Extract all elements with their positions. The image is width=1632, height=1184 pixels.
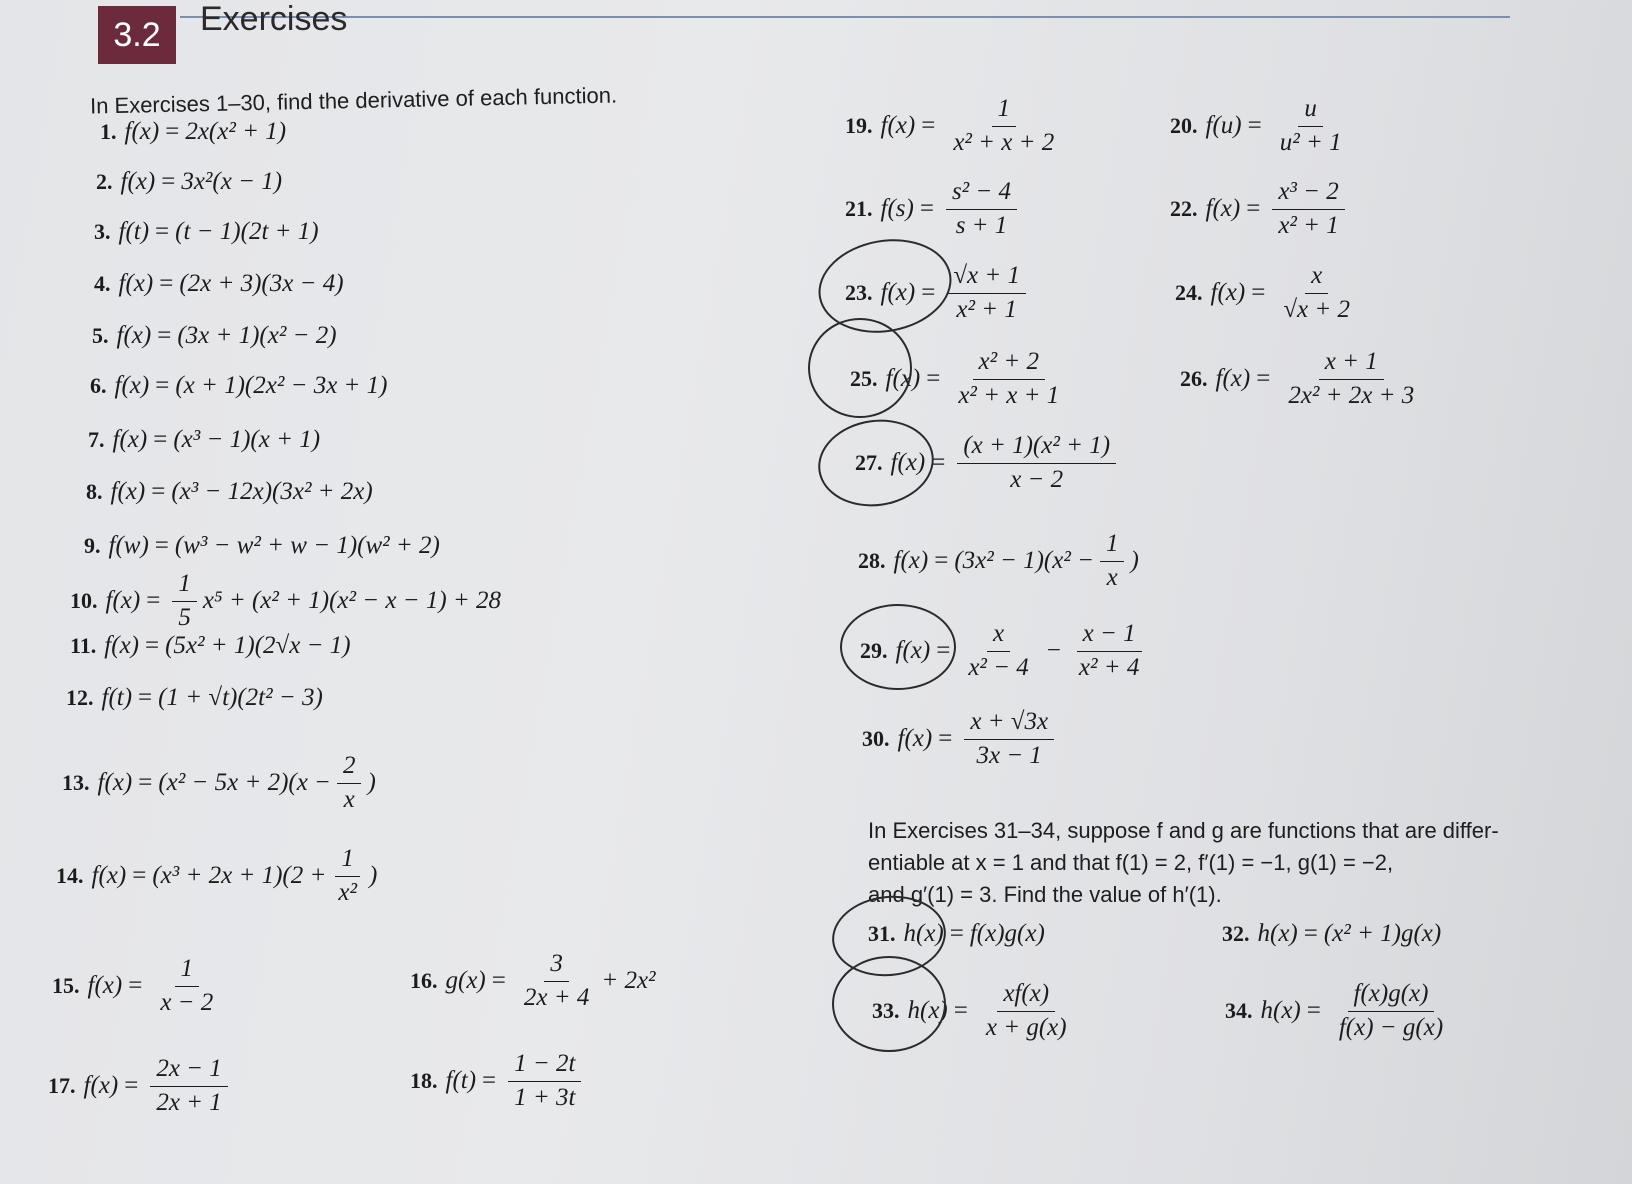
denominator: f(x) − g(x) bbox=[1338, 1013, 1444, 1041]
exercise-number: 22. bbox=[1170, 196, 1198, 222]
exercise-28: 28. f(x) = (3x² − 1)(x² − $\frac{1}{x}$ ) bbox=[858, 530, 1139, 591]
exercise-rhs: (2x + 3)(3x − 4) bbox=[179, 270, 344, 297]
denominator: x + g(x) bbox=[985, 1013, 1067, 1041]
exercise-lhs: f(x) bbox=[1205, 195, 1241, 223]
header-rule bbox=[180, 16, 1510, 18]
exercise-number: 9. bbox=[84, 533, 101, 558]
exercise-number: 4. bbox=[94, 271, 111, 296]
exercise-number: 20. bbox=[1170, 113, 1198, 139]
fraction bbox=[150, 1055, 227, 1118]
exercise-lhs: h(x) bbox=[903, 920, 944, 947]
denominator: x − 2 bbox=[160, 988, 214, 1016]
denominator: u² + 1 bbox=[1279, 128, 1342, 156]
numerator: u bbox=[1298, 95, 1323, 127]
section-number-badge: 3.2 bbox=[98, 6, 176, 64]
exercise-number: 34. bbox=[1225, 998, 1253, 1024]
fraction bbox=[964, 708, 1054, 771]
exercise-number: 13. bbox=[62, 770, 90, 796]
exercise-lhs: f(x) bbox=[83, 1072, 119, 1100]
exercise-lhs: f(w) bbox=[108, 532, 149, 559]
handwritten-circle-29 bbox=[840, 604, 956, 690]
numerator: 1 bbox=[1100, 530, 1125, 562]
instructions: In Exercises 1–30, find the derivative of each function. bbox=[89, 82, 618, 119]
exercise-rhs: (1 + √t)(2t² − 3) bbox=[158, 684, 323, 711]
exercise-lhs: f(x) bbox=[897, 725, 933, 753]
denominator: 2x + 4 bbox=[523, 983, 590, 1011]
fraction bbox=[957, 432, 1116, 495]
exercise-pre: (3x² − 1)(x² − bbox=[954, 547, 1094, 575]
numerator: s² − 4 bbox=[946, 178, 1017, 210]
fraction bbox=[1282, 348, 1420, 411]
exercise-number: 12. bbox=[66, 685, 94, 710]
exercise-rhs: (5x² + 1)(2√x − 1) bbox=[165, 632, 351, 659]
exercise-rhs: f(x)g(x) bbox=[969, 920, 1045, 947]
exercise-17: 17. f(x) = $\frac{2x - 1}{2x + 1}$ bbox=[48, 1055, 234, 1118]
numerator: xf(x) bbox=[997, 980, 1055, 1012]
exercise-number: 1. bbox=[100, 119, 117, 144]
exercise-19: 19. f(x) = $\frac{1}{\text{x² + x + 2}}$ bbox=[845, 95, 1066, 158]
fraction bbox=[1277, 262, 1356, 325]
denominator: 5 bbox=[178, 603, 191, 631]
exercise-21: 21. f(s) = $\frac{\text{s² − 4}}{s + 1}$ bbox=[845, 178, 1023, 241]
exercise-rhs: (x³ − 12x)(3x² + 2x) bbox=[171, 478, 373, 505]
denominator: x² bbox=[338, 878, 357, 906]
fraction bbox=[1073, 620, 1145, 683]
exercise-lhs: f(x) bbox=[890, 449, 926, 477]
exercise-number: 33. bbox=[872, 998, 900, 1024]
numerator: (x + 1)(x² + 1) bbox=[957, 432, 1116, 464]
exercise-lhs: f(x) bbox=[105, 587, 141, 615]
fraction bbox=[1333, 980, 1449, 1043]
exercise-lhs: g(x) bbox=[445, 967, 486, 995]
fraction bbox=[332, 845, 363, 908]
exercise-18: 18. f(t) = $\frac{1 - 2t}{1 + 3t}$ bbox=[410, 1050, 587, 1113]
denominator: x − 2 bbox=[1010, 465, 1064, 493]
exercise-8: 8. f(x) = (x³ − 12x)(3x² + 2x) bbox=[86, 478, 373, 505]
exercise-post: ) bbox=[368, 862, 378, 890]
fraction bbox=[947, 262, 1026, 325]
denominator: x bbox=[343, 785, 355, 813]
exercise-number: 11. bbox=[70, 633, 97, 658]
denominator: x² + x + 1 bbox=[958, 381, 1060, 409]
exercise-number: 2. bbox=[96, 169, 113, 194]
exercise-lhs: f(x) bbox=[91, 862, 127, 890]
exercise-lhs: f(x) bbox=[114, 372, 150, 399]
exercise-lhs: f(x) bbox=[1210, 279, 1246, 307]
numerator: √x + 1 bbox=[947, 262, 1026, 294]
exercise-11: 11. f(x) = (5x² + 1)(2√x − 1) bbox=[70, 632, 351, 659]
exercise-lhs: f(x) bbox=[124, 118, 160, 145]
exercise-rhs: (3x + 1)(x² − 2) bbox=[177, 322, 337, 349]
denominator: x² − 4 bbox=[968, 653, 1029, 681]
exercise-number: 32. bbox=[1222, 921, 1250, 946]
paragraph-line: and g′(1) = 3. Find the value of h′(1). bbox=[868, 882, 1222, 907]
exercise-number: 10. bbox=[70, 588, 98, 614]
numerator: x + √3x bbox=[964, 708, 1054, 740]
exercise-lhs: f(u) bbox=[1205, 112, 1242, 140]
exercise-33: 33. h(x) = $\frac{xf(x)}{x + g(x)}$ bbox=[872, 980, 1079, 1043]
paragraph-line: In Exercises 31–34, suppose f and g are functions that are differ- bbox=[868, 818, 1499, 843]
exercise-lhs: f(x) bbox=[104, 632, 139, 659]
numerator: x bbox=[987, 620, 1010, 652]
exercise-number: 14. bbox=[56, 863, 84, 889]
numerator: x³ − 2 bbox=[1272, 178, 1344, 210]
exercise-lhs: f(x) bbox=[895, 637, 931, 665]
denominator: √x + 2 bbox=[1283, 295, 1350, 323]
exercise-number: 7. bbox=[88, 427, 105, 452]
denominator: x² + 4 bbox=[1078, 653, 1140, 681]
denominator: 1 + 3t bbox=[514, 1083, 576, 1111]
exercise-rhs: 3x²(x − 1) bbox=[181, 168, 283, 195]
numerator: 2 bbox=[337, 752, 362, 784]
fraction bbox=[962, 620, 1034, 683]
exercise-lhs: f(x) bbox=[1215, 365, 1251, 393]
exercise-number: 21. bbox=[845, 196, 873, 222]
exercise-7: 7. f(x) = (x³ − 1)(x + 1) bbox=[88, 426, 321, 453]
exercise-24: 24. f(x) = $\frac{x}{√x + 2}$ bbox=[1175, 262, 1362, 325]
exercise-pre: (x² − 5x + 2)(x − bbox=[158, 769, 331, 797]
exercise-rhs: (x³ − 1)(x + 1) bbox=[173, 426, 321, 453]
denominator: x² + 1 bbox=[956, 295, 1017, 323]
exercise-30: 30. f(x) = $\frac{x + √3x}{3x - 1}$ bbox=[862, 708, 1060, 771]
exercise-number: 25. bbox=[850, 366, 878, 392]
exercise-lhs: f(x) bbox=[110, 478, 146, 505]
exercise-post: ) bbox=[367, 769, 376, 797]
exercise-number: 19. bbox=[845, 113, 873, 139]
exercise-number: 5. bbox=[92, 323, 109, 348]
denominator: s + 1 bbox=[955, 211, 1008, 239]
exercise-rhs: (w³ − w² + w − 1)(w² + 2) bbox=[174, 532, 440, 559]
denominator: x² + 1 bbox=[1278, 211, 1339, 239]
exercise-number: 26. bbox=[1180, 366, 1208, 392]
exercise-lhs: f(x) bbox=[116, 322, 152, 349]
exercise-post: − bbox=[1046, 637, 1061, 665]
exercise-rhs: (t − 1)(2t + 1) bbox=[175, 218, 319, 245]
exercise-number: 31. bbox=[868, 921, 896, 946]
exercise-lhs: f(x) bbox=[893, 547, 929, 575]
exercise-31: 31. h(x) = f(x)g(x) bbox=[868, 920, 1045, 947]
exercise-lhs: f(x) bbox=[112, 426, 148, 453]
fraction bbox=[518, 950, 595, 1013]
exercise-number: 15. bbox=[52, 973, 80, 999]
exercise-lhs: h(x) bbox=[907, 997, 948, 1025]
numerator: f(x)g(x) bbox=[1348, 980, 1435, 1012]
exercise-20: 20. f(u) = $\frac{u}{\text{u² + 1}}$ bbox=[1170, 95, 1354, 158]
exercise-lhs: f(t) bbox=[101, 684, 133, 711]
exercise-34: 34. h(x) = $\frac{f(x)g(x)}{f(x) - g(x)}$ bbox=[1225, 980, 1455, 1043]
exercise-number: 17. bbox=[48, 1073, 76, 1099]
numerator: x² + 2 bbox=[973, 348, 1045, 380]
exercise-number: 28. bbox=[858, 548, 886, 574]
exercise-26: 26. f(x) = $\frac{x + 1}{\text{2x² + 2x + 3}}$ bbox=[1180, 348, 1426, 411]
exercise-lhs: f(t) bbox=[118, 218, 150, 245]
fraction bbox=[980, 980, 1073, 1043]
exercise-lhs: f(x) bbox=[120, 168, 156, 195]
exercise-16: 16. g(x) = $\frac{3}{2x + 4}$ + 2x² bbox=[410, 950, 656, 1011]
exercise-23: 23. f(x) = $\frac{√x + 1}{\text{x² + 1}}$ bbox=[845, 262, 1032, 325]
fraction bbox=[952, 348, 1065, 411]
exercise-32: 32. h(x) = (x² + 1)g(x) bbox=[1222, 920, 1442, 947]
numerator: 1 − 2t bbox=[508, 1050, 581, 1082]
section-title: Exercises bbox=[200, 0, 348, 38]
exercise-14: 14. f(x) = (x³ + 2x + 1)(2 + $\frac{1}{\text{x²}}$ ) bbox=[56, 845, 378, 906]
numerator: 2x − 1 bbox=[150, 1055, 227, 1087]
paragraph-line: entiable at x = 1 and that f(1) = 2, f′(1) = −1, g(1) = −2, bbox=[868, 850, 1394, 875]
exercise-number: 6. bbox=[90, 373, 107, 398]
fraction bbox=[508, 1050, 581, 1113]
fraction bbox=[154, 955, 219, 1018]
exercise-lhs: f(s) bbox=[880, 195, 914, 223]
exercise-lhs: h(x) bbox=[1260, 997, 1301, 1025]
exercise-15: 15. f(x) = $\frac{1}{x - 2}$ bbox=[52, 955, 225, 1018]
numerator: 1 bbox=[172, 570, 197, 602]
exercise-4: 4. f(x) = (2x + 3)(3x − 4) bbox=[94, 270, 344, 297]
numerator: 3 bbox=[544, 950, 569, 982]
exercise-27: 27. f(x) = $\frac{\text{(x + 1)(x² + 1)}}{x - 2}$ bbox=[855, 432, 1122, 495]
exercise-22: 22. f(x) = $\frac{\text{x³ − 2}}{\text{x² + 1}}$ bbox=[1170, 178, 1351, 241]
fraction bbox=[1272, 178, 1344, 241]
denominator: 3x − 1 bbox=[976, 741, 1042, 769]
exercise-3: 3. f(t) = (t − 1)(2t + 1) bbox=[94, 218, 319, 245]
exercise-lhs: f(x) bbox=[880, 279, 916, 307]
exercise-rhs: (x + 1)(2x² − 3x + 1) bbox=[175, 372, 388, 399]
exercise-lhs: f(t) bbox=[445, 1067, 477, 1095]
exercise-number: 23. bbox=[845, 280, 873, 306]
numerator: x bbox=[1305, 262, 1328, 294]
fraction bbox=[172, 570, 197, 633]
numerator: 1 bbox=[335, 845, 360, 877]
exercise-9: 9. f(w) = (w³ − w² + w − 1)(w² + 2) bbox=[84, 532, 440, 559]
exercise-13: 13. f(x) = (x² − 5x + 2)(x − $\frac{2}{x}$ ) bbox=[62, 752, 376, 813]
numerator: x − 1 bbox=[1077, 620, 1142, 652]
exercise-number: 27. bbox=[855, 450, 883, 476]
exercise-number: 30. bbox=[862, 726, 890, 752]
exercise-1: 1. f(x) = 2x(x² + 1) bbox=[100, 118, 287, 145]
handwritten-circle-25 bbox=[808, 318, 912, 418]
exercise-12: 12. f(t) = (1 + √t)(2t² − 3) bbox=[66, 684, 323, 711]
fraction bbox=[1274, 95, 1348, 158]
fraction bbox=[947, 95, 1060, 158]
exercise-number: 29. bbox=[860, 638, 888, 664]
exercise-pre: (x³ + 2x + 1)(2 + bbox=[152, 862, 327, 890]
exercise-31-34-instructions bbox=[868, 815, 1568, 911]
numerator: 1 bbox=[992, 95, 1017, 127]
numerator: x + 1 bbox=[1319, 348, 1384, 380]
exercise-number: 18. bbox=[410, 1068, 438, 1094]
exercise-post: ) bbox=[1130, 547, 1139, 575]
exercise-lhs: f(x) bbox=[885, 365, 921, 393]
denominator: 2x² + 2x + 3 bbox=[1288, 381, 1415, 409]
exercise-6: 6. f(x) = (x + 1)(2x² − 3x + 1) bbox=[90, 372, 388, 399]
exercise-number: 3. bbox=[94, 219, 111, 244]
exercise-rhs: 2x(x² + 1) bbox=[185, 118, 287, 145]
exercise-2: 2. f(x) = 3x²(x − 1) bbox=[96, 168, 283, 195]
exercise-post: + 2x² bbox=[601, 967, 656, 995]
handwritten-circle-33 bbox=[832, 956, 946, 1052]
fraction bbox=[337, 752, 362, 815]
exercise-post: x⁵ + (x² + 1)(x² − x − 1) + 28 bbox=[202, 587, 502, 615]
exercise-number: 24. bbox=[1175, 280, 1203, 306]
denominator: x² + x + 2 bbox=[953, 128, 1055, 156]
denominator: 2x + 1 bbox=[156, 1088, 222, 1116]
exercise-number: 8. bbox=[86, 479, 103, 504]
exercise-10: 10. f(x) = $\frac{1}{5}$ x⁵ + (x² + 1)(x² − x − 1) + 28 bbox=[70, 570, 502, 631]
exercise-lhs: h(x) bbox=[1257, 920, 1298, 947]
denominator: x bbox=[1106, 563, 1118, 591]
exercise-lhs: f(x) bbox=[118, 270, 154, 297]
exercise-number: 16. bbox=[410, 968, 438, 994]
fraction bbox=[1100, 530, 1125, 593]
handwritten-circle-27 bbox=[813, 412, 940, 513]
fraction bbox=[946, 178, 1017, 241]
exercise-lhs: f(x) bbox=[880, 112, 916, 140]
exercise-5: 5. f(x) = (3x + 1)(x² − 2) bbox=[92, 322, 337, 349]
exercise-lhs: f(x) bbox=[97, 769, 133, 797]
exercise-29: 29. f(x) = $\frac{x}{\text{x² − 4}}$ − $\frac{x - 1}{\text{x² + 4}}$ bbox=[860, 620, 1151, 683]
exercise-25: 25. f(x) = $\frac{\text{x² + 2}}{\text{x² + x + 1}}$ bbox=[850, 348, 1071, 411]
numerator: 1 bbox=[175, 955, 200, 987]
exercise-rhs: (x² + 1)g(x) bbox=[1323, 920, 1442, 947]
exercise-lhs: f(x) bbox=[87, 972, 123, 1000]
